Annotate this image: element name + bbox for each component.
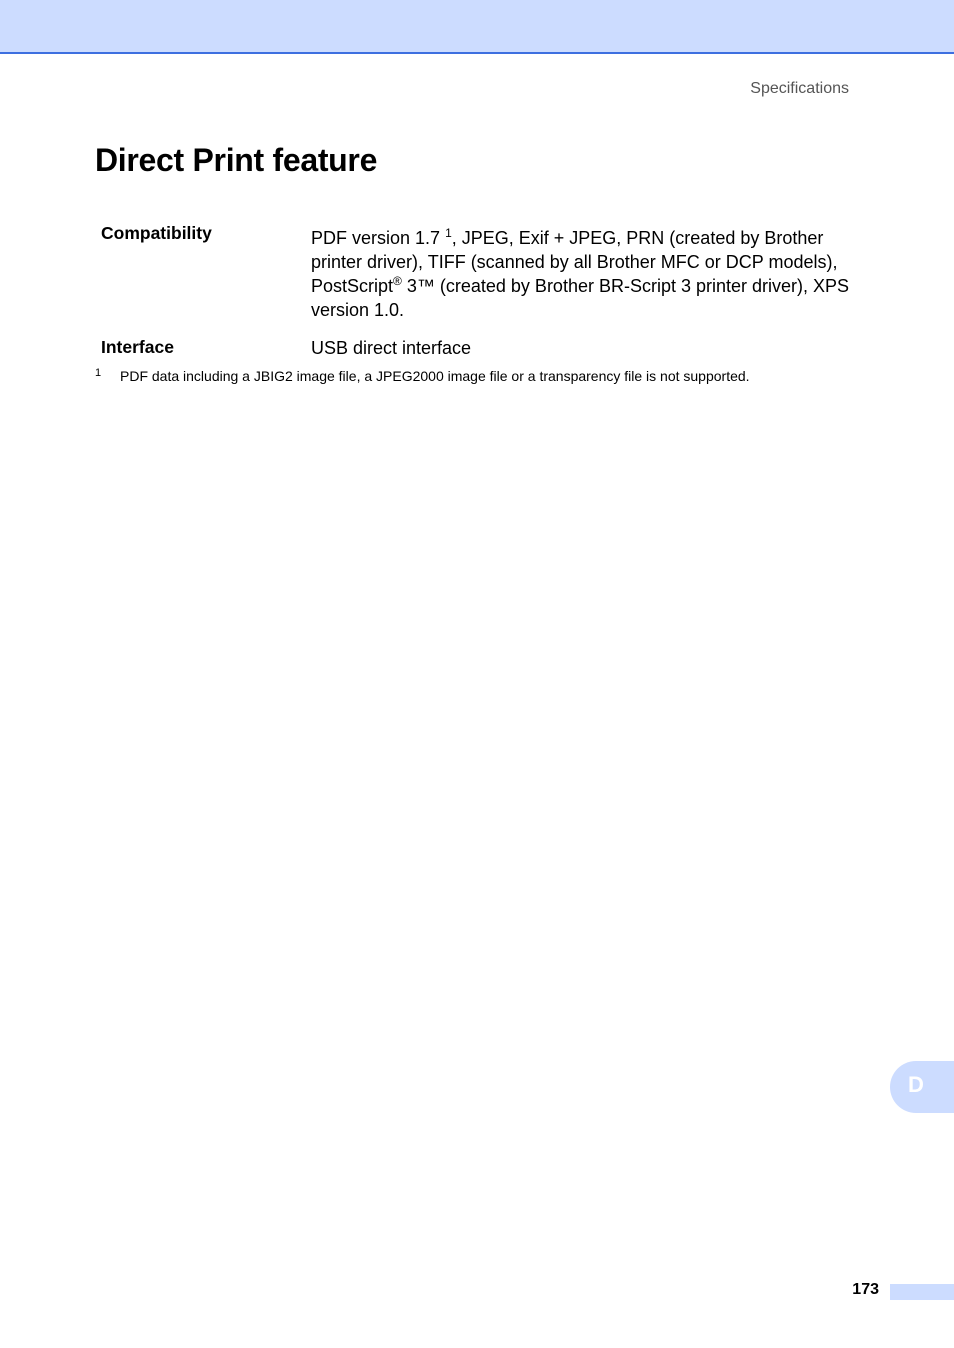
footnote-text: PDF data including a JBIG2 image file, a JPEG2000 image file or a transparency file is not supported.	[120, 368, 750, 384]
spec-value	[311, 222, 871, 322]
page-title: Direct Print feature	[95, 142, 378, 178]
spec-table	[101, 222, 871, 368]
spec-value-text: PDF version 1.7	[311, 228, 446, 248]
registered-mark: ®	[393, 274, 402, 288]
page-number-bar	[890, 1284, 954, 1300]
spec-row-compatibility	[101, 222, 871, 322]
footnote-ref[interactable]: 1	[445, 226, 452, 240]
spec-value: USB direct interface	[311, 338, 472, 358]
spec-value-text: 3™ (created by Brother BR-Script 3 printer driver), XPS version 1.0.	[311, 276, 850, 320]
page-number: 173	[852, 1281, 879, 1298]
chapter-tab-letter: D	[908, 1072, 924, 1097]
running-header: Specifications	[750, 80, 849, 97]
footnote	[95, 368, 750, 384]
spec-row-interface	[101, 330, 871, 360]
spec-value-text: , JPEG, Exif + JPEG, PRN (created by Brother printer driver), TIFF (scanned by all Brother MFC or DCP models), PostScript	[311, 228, 838, 296]
header-band	[0, 0, 954, 54]
spec-label: Compatibility	[101, 223, 212, 243]
footnote-number: 1	[95, 367, 102, 379]
chapter-tab[interactable]	[890, 1061, 954, 1113]
spec-label: Interface	[101, 337, 174, 357]
